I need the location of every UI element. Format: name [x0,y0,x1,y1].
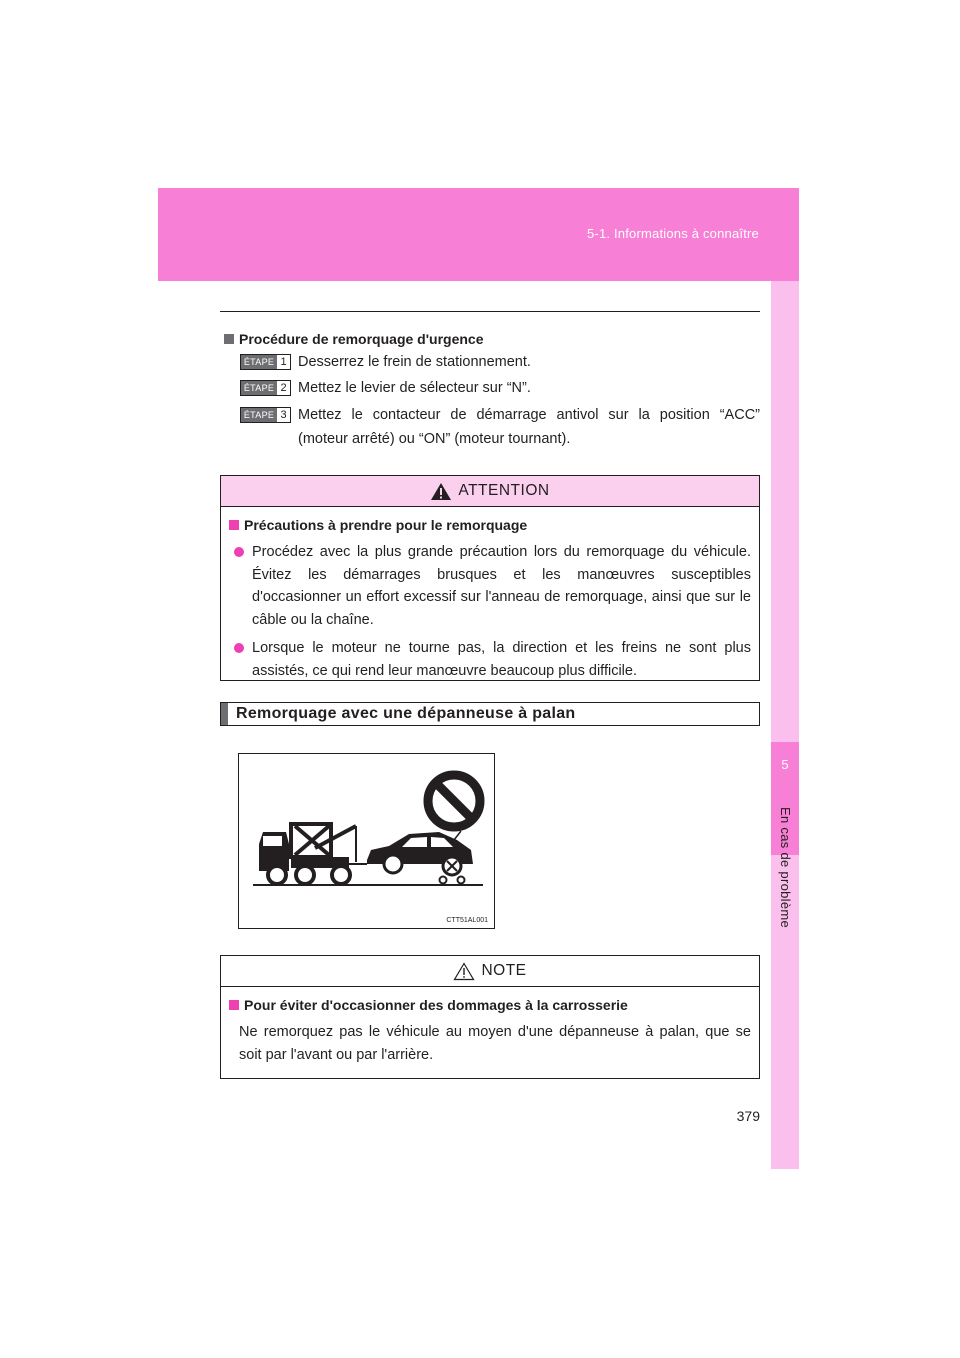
square-bullet-icon [229,1000,239,1010]
header-band [158,188,799,281]
step-badge-number: 1 [277,355,290,369]
section-heading-text: Remorquage avec une dépanneuse à palan [236,705,576,722]
prohibited-icon [428,775,480,827]
note-header [221,956,759,987]
bullet-dot-icon [234,547,244,557]
attention-bullet-text: Procédez avec la plus grande précaution lors du remorquage du véhicule. Évitez les démarrages brusques et les manœuvres susceptibles d'occasionner un effort excessif sur l'anneau de remorquage, ainsi que sur le câble ou la chaîne. [252,544,751,628]
attention-box [220,475,760,681]
step-badge [240,380,291,396]
attention-bullet [229,541,751,631]
step-3 [240,403,760,451]
section-header: 5-1. Informations à connaître [586,226,759,241]
attention-bullet [229,637,751,682]
figure-code: CTT51AL001 [446,917,488,924]
square-bullet-icon [229,520,239,530]
procedure-title [224,331,484,347]
step-badge-label: ÉTAPE [241,355,277,369]
tow-truck-drawing [239,754,494,928]
step-2 [240,376,760,400]
note-label: NOTE [481,962,527,979]
attention-subtitle-text: Précautions à prendre pour le remorquage [244,517,528,533]
page-number: 379 [736,1108,760,1124]
step-badge [240,354,291,370]
side-tab [771,281,799,1169]
step-badge-number: 2 [277,381,290,395]
attention-label: ATTENTION [458,482,550,499]
step-badge-label: ÉTAPE [241,381,277,395]
attention-subtitle [229,517,751,533]
step-1 [240,350,760,374]
attention-bullet-text: Lorsque le moteur ne tourne pas, la direction et les freins ne sont plus assistés, ce qui rend leur manœuvre beaucoup plus difficile. [252,640,751,679]
tow-truck-illustration [238,753,495,929]
chapter-label: En cas de problème [778,807,793,929]
step-text: Mettez le levier de sélecteur sur “N”. [298,380,531,396]
step-badge [240,407,291,423]
step-text: Desserrez le frein de stationnement. [298,354,531,370]
bullet-dot-icon [234,643,244,653]
car-shape [367,831,473,884]
step-text: Mettez le contacteur de démarrage antivol sur la position “ACC” (moteur arrêté) ou “ON” (moteur tournant). [298,407,760,447]
divider [220,311,760,312]
procedure-title-text: Procédure de remorquage d'urgence [239,331,484,347]
note-subtitle-text: Pour éviter d'occasionner des dommages à la carrosserie [244,997,628,1013]
square-bullet-icon [224,334,234,344]
section-heading [220,702,760,726]
truck-shape [259,824,367,884]
note-box [220,955,760,1079]
warning-triangle-outline-icon [453,962,475,981]
heading-accent [221,703,228,725]
step-badge-label: ÉTAPE [241,408,277,422]
warning-triangle-filled-icon [430,482,452,501]
attention-header [221,476,759,507]
step-badge-number: 3 [277,408,290,422]
note-text: Ne remorquez pas le véhicule au moyen d'une dépanneuse à palan, que se soit par l'avant ou par l'arrière. [239,1024,751,1063]
chapter-number: 5 [781,757,789,772]
note-subtitle [229,997,751,1013]
